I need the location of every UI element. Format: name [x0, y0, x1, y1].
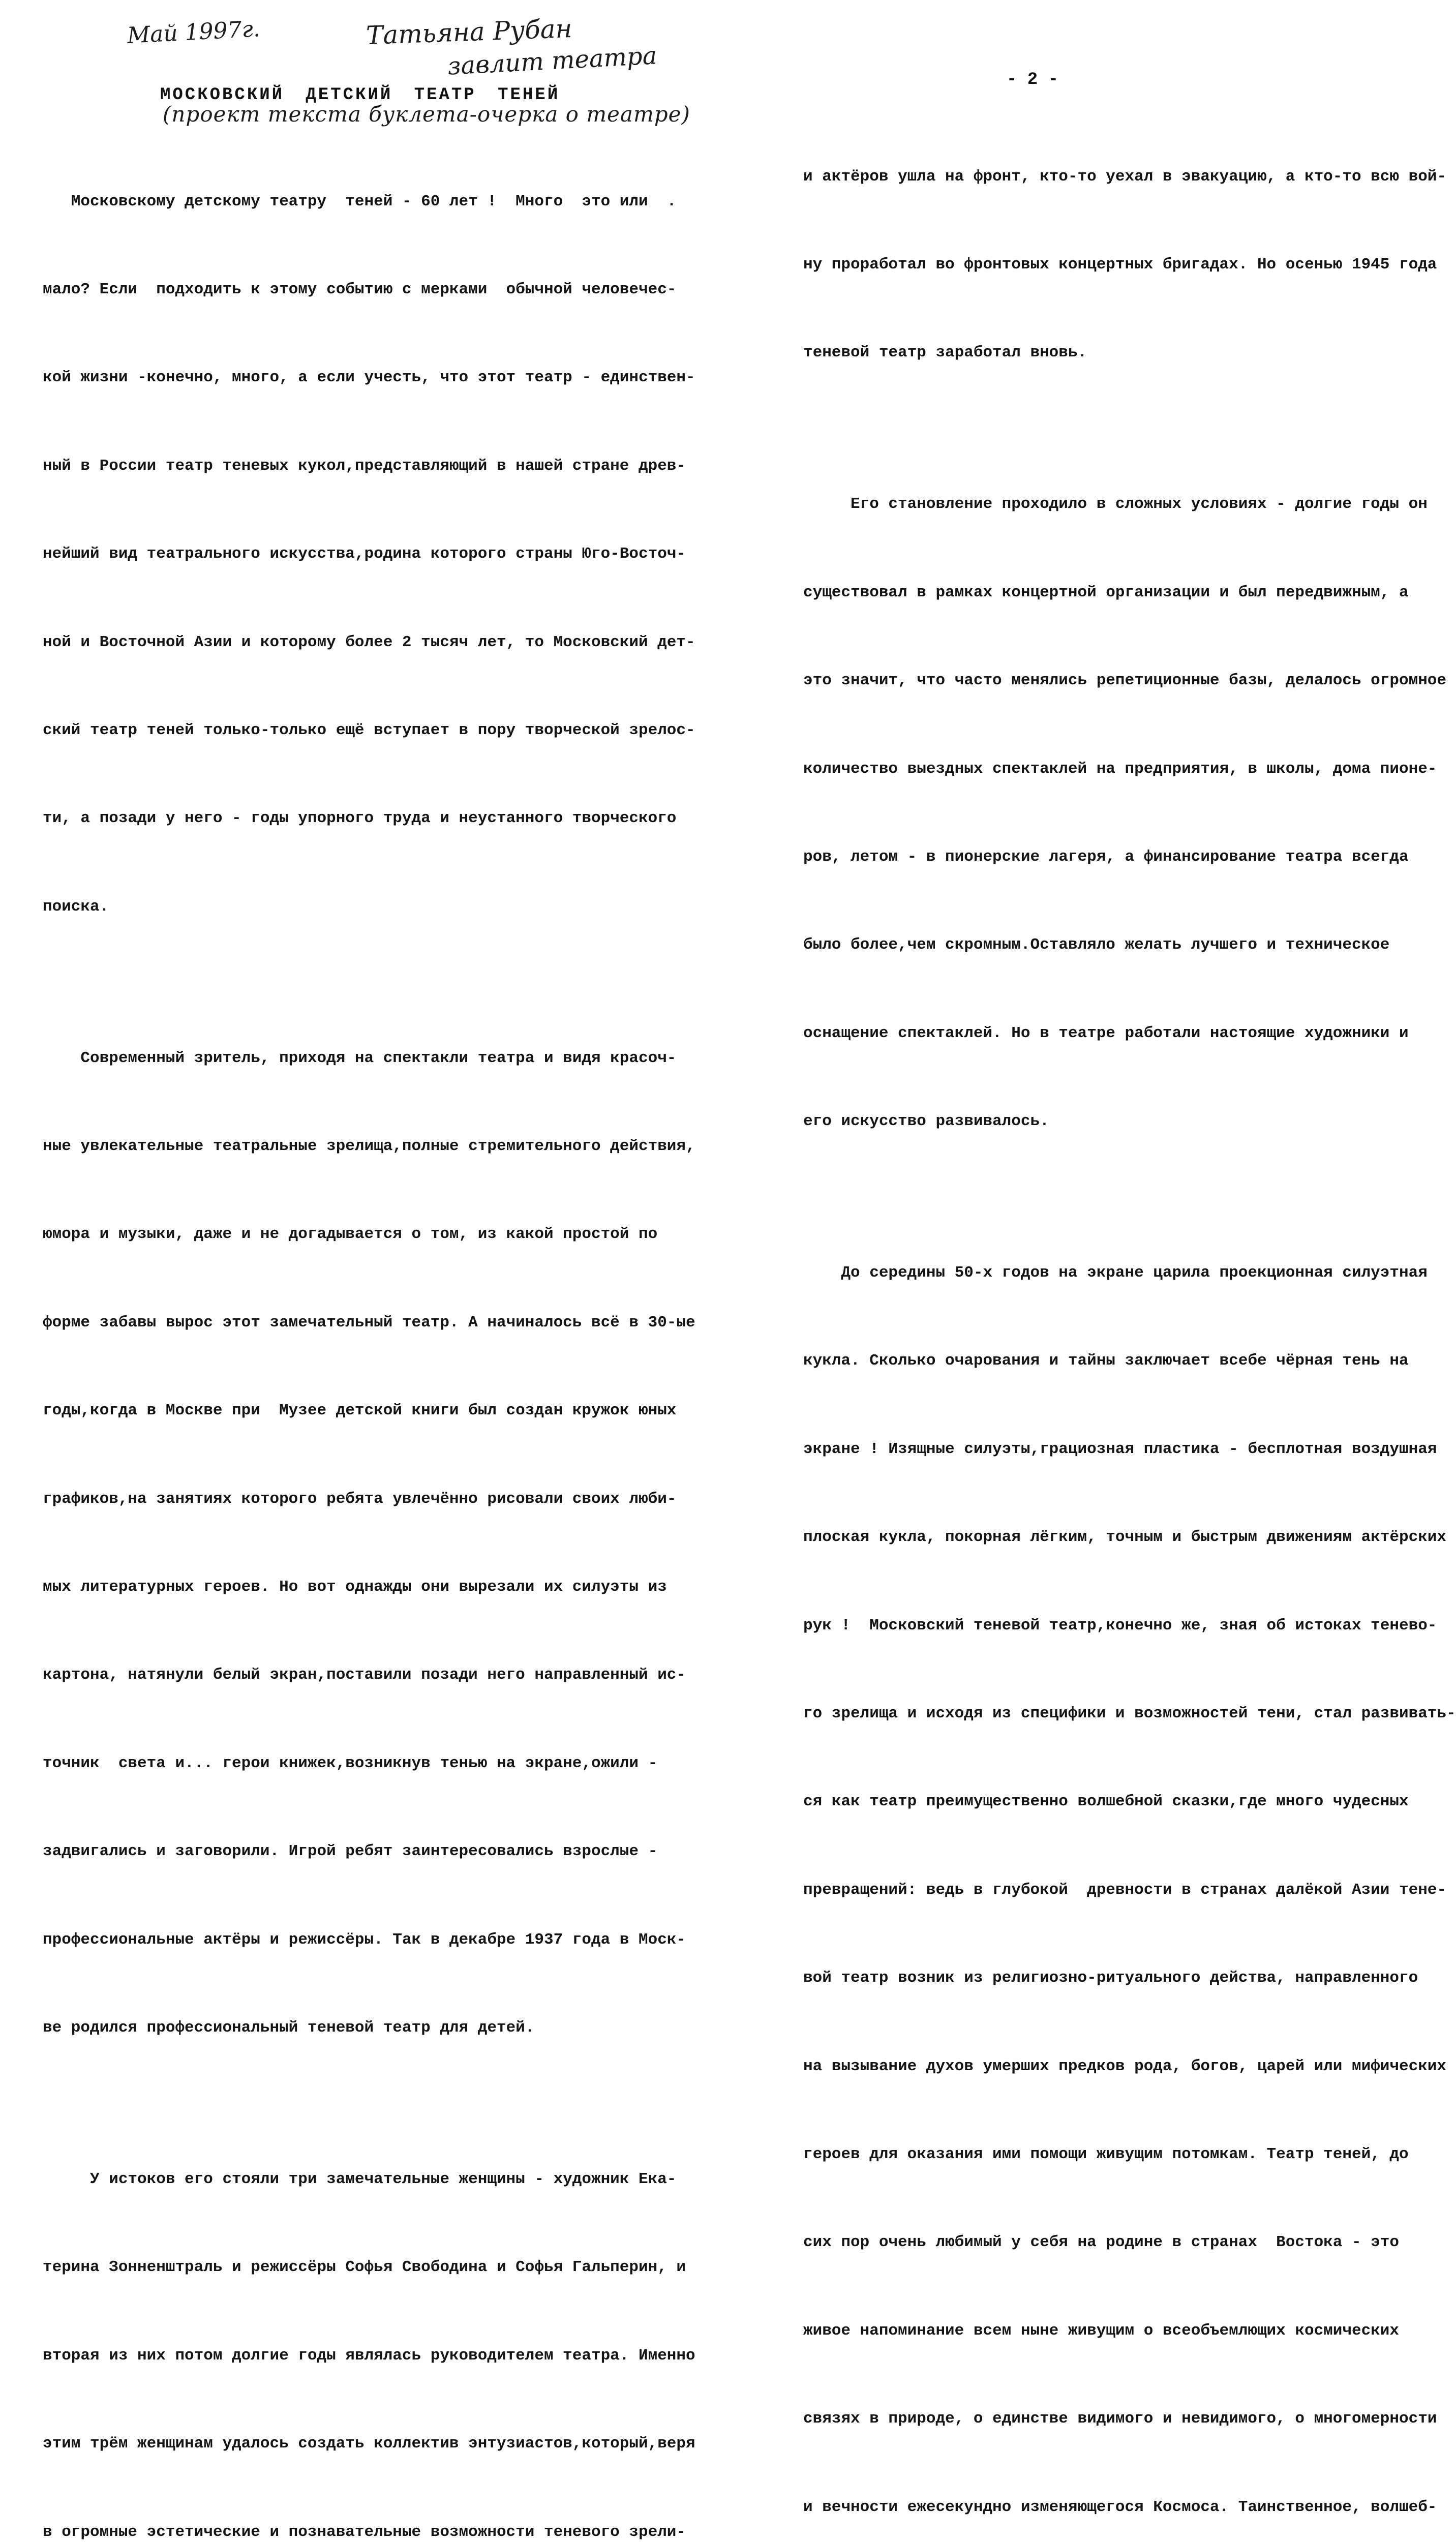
paragraph-gap — [803, 1195, 1456, 1199]
text-line: мало? Если подходить к этому событию с мерками обычной человечес- — [43, 280, 677, 298]
text-line: в огромные эстетические и познавательные возможности теневого зрели- — [43, 2523, 686, 2541]
text-line: плоская кукла, покорная лёгким, точным и быстрым движениям актёрских — [803, 1528, 1447, 1547]
text-line: на вызывание духов умерших предков рода, богов, царей или мифических — [803, 2057, 1447, 2075]
text-line: кукла. Сколько очарования и тайны заключает всебе чёрная тень на — [803, 1352, 1409, 1370]
text-line: существовал в рамках концертной организации и был передвижным, а — [803, 583, 1409, 601]
right-page — [712, 0, 1456, 2516]
text-line: терина Зонненштраль и режиссёры Софья Свободина и Софья Гальперин, и — [43, 2258, 686, 2277]
text-line: мых литературных героев. Но вот однажды они вырезали их силуэты из — [43, 1578, 667, 1596]
text-line: связях в природе, о единстве видимого и невидимого, о многомерности — [803, 2410, 1437, 2428]
paragraph-gap — [43, 2101, 695, 2106]
handwritten-date: Май 1997г. — [126, 16, 261, 49]
text-line: Его становление проходило в сложных условиях - долгие годы он — [803, 495, 1428, 513]
text-line: кой жизни -конечно, много, а если учесть, что этот театр - единствен- — [43, 369, 695, 387]
text-line: и актёров ушла на фронт, кто-то уехал в эвакуацию, а кто-то всю вой- — [803, 167, 1447, 186]
text-line: ной и Восточной Азии и которому более 2 тысяч лет, то Московский дет- — [43, 633, 695, 651]
text-line: оснащение спектаклей. Но в театре работали настоящие художники и — [803, 1024, 1409, 1042]
text-line: это значит, что часто менялись репетиционные базы, делалось огромное — [803, 672, 1447, 690]
text-line: Московскому детскому театру теней - 60 лет ! Много это или . — [43, 192, 677, 210]
text-line: экране ! Изящные силуэты,грациозная пластика - бесплотная воздушная — [803, 1440, 1437, 1458]
text-line: задвигались и заговорили. Игрой ребят заинтересовались взрослые - — [43, 1842, 658, 1861]
right-page-text — [803, 103, 1456, 2542]
text-line: точник света и... герои книжек,возникнув тенью на экране,ожили - — [43, 1754, 658, 1772]
text-line: юмора и музыки, даже и не догадывается о том, из какой простой по — [43, 1225, 658, 1244]
text-line: форме забавы вырос этот замечательный театр. А начиналось всё в 30-ые — [43, 1313, 695, 1331]
text-line: нейший вид театрального искусства,родина которого страны Юго-Восточ- — [43, 545, 686, 563]
text-line: ный в России театр теневых кукол,представляющий в нашей стране древ- — [43, 457, 686, 475]
text-line: Современный зритель, приходя на спектакли театра и видя красоч- — [43, 1049, 677, 1067]
text-line: его искусство развивалось. — [803, 1112, 1049, 1131]
text-line: превращений: ведь в глубокой древности в странах далёкой Азии тене- — [803, 1881, 1447, 1899]
text-line: ну проработал во фронтовых концертных бригадах. Но осенью 1945 года — [803, 255, 1437, 274]
text-line: го зрелища и исходя из специфики и возможностей тени, стал развивать- — [803, 1705, 1456, 1723]
text-line: ся как театр преимущественно волшебной сказки,где много чудесных — [803, 1793, 1409, 1811]
handwritten-subtitle: (проект текста буклета-очерка о театре) — [163, 102, 690, 127]
document-title: МОСКОВСКИЙ ДЕТСКИЙ ТЕАТР ТЕНЕЙ — [160, 85, 560, 105]
text-line: теневой театр заработал вновь. — [803, 344, 1087, 362]
text-line: этим трём женщинам удалось создать коллектив энтузиастов,который,веря — [43, 2435, 695, 2453]
text-line: ский театр теней только-только ещё вступает в пору творческой зрелос- — [43, 721, 695, 739]
text-line: было более,чем скромным.Оставляло желать лучшего и техническое — [803, 936, 1390, 954]
text-line: количество выездных спектаклей на предприятия, в школы, дома пионе- — [803, 760, 1437, 778]
text-line: сих пор очень любимый у себя на родине в странах Востока - это — [803, 2233, 1399, 2252]
text-line: и вечности ежесекундно изменяющегося Космоса. Таинственное, волшеб- — [803, 2498, 1437, 2516]
text-line: графиков,на занятиях которого ребята увлечённо рисовали своих люби- — [43, 1490, 677, 1508]
text-line: живое напоминание всем ныне живущим о всеобъемлющих космических — [803, 2321, 1399, 2340]
text-line: вой театр возник из религиозно-ритуального действа, направленного — [803, 1969, 1418, 1987]
text-line: поиска. — [43, 897, 109, 916]
text-line: героев для оказания ими помощи живущим потомкам. Театр теней, до — [803, 2145, 1409, 2163]
paragraph-gap — [43, 980, 695, 985]
text-line: До середины 50-х годов на экране царила проекционная силуэтная — [803, 1264, 1428, 1282]
paragraph-gap — [803, 427, 1456, 431]
page-number: - 2 - — [1007, 70, 1059, 89]
text-line: ве родился профессиональный теневой театр для детей. — [43, 2019, 535, 2037]
left-page — [0, 0, 712, 2541]
text-line: вторая из них потом долгие годы являлась руководителем театра. Именно — [43, 2346, 695, 2365]
handwritten-author: Татьяна Рубан — [366, 13, 573, 51]
text-line: ные увлекательные театральные зрелища,полные стремительного действия, — [43, 1137, 695, 1156]
text-line: картона, натянули белый экран,поставили позади него направленный ис- — [43, 1666, 686, 1684]
text-line: ров, летом - в пионерские лагеря, а финансирование театра всегда — [803, 848, 1409, 866]
text-line: годы,когда в Москве при Музее детской книги был создан кружок юных — [43, 1402, 677, 1420]
text-line: У истоков его стояли три замечательные женщины - художник Ека- — [43, 2170, 677, 2188]
text-line: профессиональные актёры и режиссёры. Так в декабре 1937 года в Моск- — [43, 1930, 686, 1949]
handwritten-role: завлит театра — [446, 41, 658, 81]
text-line: ти, а позади у него - годы упорного труда и неустанного творческого — [43, 809, 677, 828]
text-line: рук ! Московский теневой театр,конечно же, зная об истоках тенево- — [803, 1616, 1437, 1635]
left-page-text — [43, 128, 695, 2542]
